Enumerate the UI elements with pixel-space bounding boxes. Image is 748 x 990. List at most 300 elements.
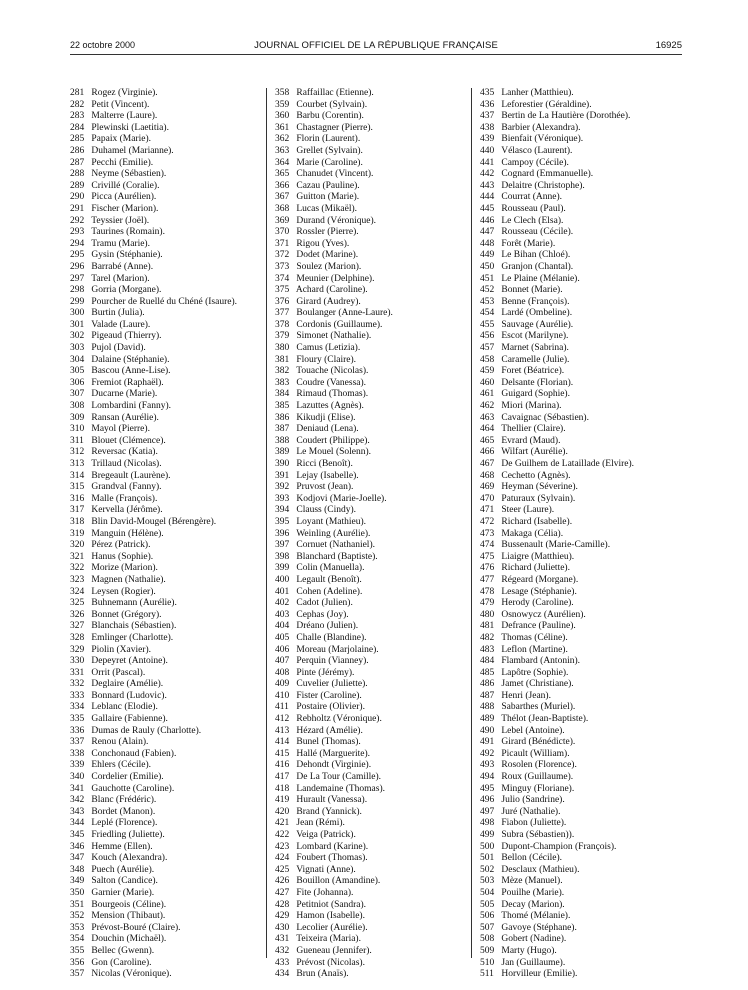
list-item xyxy=(480,204,634,216)
entry-number: 316 xyxy=(70,493,85,504)
list-item xyxy=(275,123,393,135)
entry-name: Clauss (Cindy). xyxy=(296,505,357,516)
entry-name: Teixeira (Maria). xyxy=(296,934,361,945)
entry-name: Kouch (Alexandra). xyxy=(91,853,168,864)
entry-name: Neyme (Sébastien). xyxy=(91,169,167,180)
entry-name: Gueneau (Jennifer). xyxy=(296,945,372,956)
list-item xyxy=(275,900,393,912)
entry-number: 508 xyxy=(480,934,495,945)
entry-number: 347 xyxy=(70,853,85,864)
entry-number: 295 xyxy=(70,250,85,261)
entry-name: Chastagner (Pierre). xyxy=(296,122,373,133)
entry-name: Dréano (Julien). xyxy=(296,621,359,632)
list-item xyxy=(70,818,237,830)
entry-name: Leflon (Martine). xyxy=(501,644,568,655)
entry-name: Salton (Candice). xyxy=(91,876,158,887)
entry-number: 294 xyxy=(70,238,85,249)
entry-number: 394 xyxy=(275,505,290,516)
entry-number: 331 xyxy=(70,667,85,678)
entry-name: Floury (Claire). xyxy=(296,354,357,365)
list-item xyxy=(480,389,634,401)
entry-number: 510 xyxy=(480,957,495,968)
list-item xyxy=(480,88,634,100)
entry-name: Prévost (Nicolas). xyxy=(296,957,365,968)
entry-name: Dodet (Marine). xyxy=(296,250,359,261)
list-item xyxy=(275,308,393,320)
list-item xyxy=(70,378,237,390)
entry-number: 404 xyxy=(275,621,290,632)
entry-number: 384 xyxy=(275,389,290,400)
list-item xyxy=(275,88,393,100)
entry-name: Cadot (Julien). xyxy=(296,598,353,609)
list-item xyxy=(480,447,634,459)
entry-name: Nicolas (Véronique). xyxy=(91,969,172,980)
entry-name: Manguin (Hélène). xyxy=(91,528,164,539)
list-item xyxy=(275,610,393,622)
entry-name: Bellec (Gwenn). xyxy=(91,945,155,956)
list-item xyxy=(275,645,393,657)
entry-number: 386 xyxy=(275,412,290,423)
entry-number: 358 xyxy=(275,88,290,98)
entry-name: Bourgeois (Céline). xyxy=(91,899,167,910)
entry-number: 451 xyxy=(480,273,495,284)
entry-name: Lesage (Stéphanie). xyxy=(501,586,577,597)
entry-number: 304 xyxy=(70,354,85,365)
list-item xyxy=(275,946,393,958)
entry-number: 474 xyxy=(480,540,495,551)
entry-name: Cornuet (Nathaniel). xyxy=(296,540,375,551)
entry-name: Horvilleur (Emilie). xyxy=(501,969,578,980)
list-item xyxy=(275,958,393,970)
list-item xyxy=(480,818,634,830)
entry-name: Barbier (Alexandra). xyxy=(501,122,581,133)
page-header xyxy=(70,40,682,54)
list-item xyxy=(70,413,237,425)
header-rule xyxy=(70,54,682,55)
entry-number: 442 xyxy=(480,169,495,180)
list-item xyxy=(70,401,237,413)
list-item xyxy=(70,888,237,900)
list-item xyxy=(480,969,634,981)
entry-name: Thomas (Céline). xyxy=(501,632,568,643)
entry-name: Simonet (Nathalie). xyxy=(296,331,372,342)
list-item xyxy=(70,737,237,749)
entry-number: 303 xyxy=(70,343,85,354)
list-item xyxy=(70,216,237,228)
entry-number: 405 xyxy=(275,632,290,643)
entry-name: Veiga (Patrick). xyxy=(296,830,356,840)
entry-name: Gauchotte (Caroline). xyxy=(91,783,175,794)
list-item xyxy=(275,378,393,390)
entry-name: Pigeaud (Thierry). xyxy=(91,331,162,342)
entry-number: 372 xyxy=(275,250,290,261)
entry-number: 473 xyxy=(480,528,495,539)
entry-number: 362 xyxy=(275,134,290,145)
entry-number: 359 xyxy=(275,99,290,110)
list-item xyxy=(70,668,237,680)
entry-name: Delsante (Florian). xyxy=(501,377,574,388)
entry-number: 485 xyxy=(480,667,495,678)
list-item xyxy=(275,529,393,541)
entry-number: 496 xyxy=(480,795,495,806)
list-item xyxy=(70,459,237,471)
list-item xyxy=(70,436,237,448)
list-item xyxy=(70,529,237,541)
entry-name: Tramu (Marie). xyxy=(91,238,150,249)
entry-number: 415 xyxy=(275,748,290,759)
entry-name: Herody (Caroline). xyxy=(501,598,574,609)
list-item xyxy=(275,447,393,459)
entry-name: Papaix (Marie). xyxy=(91,134,151,145)
list-item xyxy=(70,807,237,819)
list-item xyxy=(70,517,237,529)
entry-name: Rigou (Yves). xyxy=(296,238,350,249)
list-item xyxy=(480,274,634,286)
entry-number: 314 xyxy=(70,470,85,481)
entry-name: Reversac (Katia). xyxy=(91,447,158,458)
list-item xyxy=(275,459,393,471)
entry-name: Gorria (Morgane). xyxy=(91,285,162,296)
entry-number: 392 xyxy=(275,482,290,493)
entry-number: 445 xyxy=(480,203,495,214)
entry-name: Fister (Caroline). xyxy=(296,690,362,701)
list-item xyxy=(70,227,237,239)
list-item xyxy=(275,297,393,309)
entry-number: 418 xyxy=(275,783,290,794)
list-item xyxy=(70,471,237,483)
entry-name: Prévost-Bouré (Claire). xyxy=(91,922,181,933)
entry-name: Burtin (Julia). xyxy=(91,308,145,319)
entry-number: 488 xyxy=(480,702,495,713)
entry-name: Cephas (Joy). xyxy=(296,609,349,620)
list-item xyxy=(480,297,634,309)
entry-number: 284 xyxy=(70,122,85,133)
entry-name: Leblanc (Elodie). xyxy=(91,702,158,713)
entry-name: Thellier (Claire). xyxy=(501,424,566,435)
entry-name: Barrabé (Anne). xyxy=(91,261,154,272)
list-item xyxy=(480,250,634,262)
entry-name: Delaitre (Christophe). xyxy=(501,180,585,191)
entry-number: 427 xyxy=(275,887,290,898)
entry-number: 379 xyxy=(275,331,290,342)
entry-name: Taurines (Romain). xyxy=(91,227,165,238)
entry-number: 361 xyxy=(275,122,290,133)
list-item xyxy=(70,111,237,123)
entry-name: Flambard (Antonin). xyxy=(501,656,581,667)
entry-name: Foubert (Thomas). xyxy=(296,853,368,864)
entry-name: Defrance (Pauline). xyxy=(501,621,576,632)
entry-name: Wilfart (Aurélie). xyxy=(501,447,568,458)
list-item xyxy=(480,262,634,274)
entry-name: Hamon (Isabelle). xyxy=(296,911,365,922)
list-item xyxy=(275,158,393,170)
list-item xyxy=(70,100,237,112)
entry-number: 346 xyxy=(70,841,85,852)
entry-name: Bonnet (Marie). xyxy=(501,285,563,296)
list-item xyxy=(275,227,393,239)
list-item xyxy=(275,923,393,935)
entry-name: Rimaud (Thomas). xyxy=(296,389,369,400)
entry-name: Magnen (Nathalie). xyxy=(91,574,166,585)
entry-name: Chanudet (Vincent). xyxy=(296,169,374,180)
entry-number: 305 xyxy=(70,366,85,377)
entry-number: 459 xyxy=(480,366,495,377)
entry-number: 495 xyxy=(480,783,495,794)
entry-number: 309 xyxy=(70,412,85,423)
list-item xyxy=(480,482,634,494)
entry-number: 458 xyxy=(480,354,495,365)
list-item xyxy=(480,517,634,529)
list-item xyxy=(480,610,634,622)
list-item xyxy=(480,413,634,425)
entry-name: Richard (Isabelle). xyxy=(501,516,573,527)
entry-number: 339 xyxy=(70,760,85,771)
entry-name: Cordelier (Emilie). xyxy=(91,772,164,783)
list-item xyxy=(480,529,634,541)
entry-name: Thélot (Jean-Baptiste). xyxy=(501,714,589,725)
list-item xyxy=(480,853,634,865)
entry-number: 378 xyxy=(275,319,290,330)
entry-name: Bonnard (Ludovic). xyxy=(91,690,167,701)
entry-name: Sauvage (Aurélie). xyxy=(501,319,574,330)
list-item xyxy=(275,181,393,193)
list-item xyxy=(275,726,393,738)
entry-number: 289 xyxy=(70,180,85,191)
entry-number: 370 xyxy=(275,227,290,238)
list-item xyxy=(275,575,393,587)
list-item xyxy=(480,760,634,772)
entry-number: 487 xyxy=(480,690,495,701)
list-item xyxy=(275,146,393,158)
list-item xyxy=(70,923,237,935)
list-item xyxy=(70,262,237,274)
list-item xyxy=(275,471,393,483)
entry-number: 410 xyxy=(275,690,290,701)
list-item xyxy=(275,633,393,645)
list-item xyxy=(70,134,237,146)
list-item xyxy=(480,192,634,204)
list-item xyxy=(70,204,237,216)
entry-number: 477 xyxy=(480,574,495,585)
list-item xyxy=(275,598,393,610)
list-item xyxy=(275,760,393,772)
entry-name: Grandval (Fanny). xyxy=(91,482,162,493)
entry-name: Fiabon (Juliette). xyxy=(501,818,567,829)
entry-number: 420 xyxy=(275,806,290,817)
list-item xyxy=(70,633,237,645)
list-item xyxy=(275,668,393,680)
list-item xyxy=(275,239,393,251)
entry-number: 352 xyxy=(70,911,85,922)
entry-name: Ducarne (Marie). xyxy=(91,389,158,400)
name-list-column-2 xyxy=(275,88,393,981)
entry-number: 311 xyxy=(70,435,84,446)
entry-number: 391 xyxy=(275,470,290,481)
entry-name: Challe (Blandine). xyxy=(296,632,367,643)
entry-name: Régeard (Morgane). xyxy=(501,574,579,585)
list-item xyxy=(70,505,237,517)
list-item xyxy=(480,772,634,784)
entry-number: 424 xyxy=(275,853,290,864)
entry-number: 302 xyxy=(70,331,85,342)
entry-name: Cavaignac (Sébastien). xyxy=(501,412,589,423)
list-item xyxy=(275,274,393,286)
entry-number: 318 xyxy=(70,516,85,527)
list-item xyxy=(275,818,393,830)
entry-name: Petitniot (Sandra). xyxy=(296,899,367,910)
entry-name: Kodjovi (Marie-Joelle). xyxy=(296,493,387,504)
list-item xyxy=(480,633,634,645)
entry-number: 439 xyxy=(480,134,495,145)
entry-name: Touache (Nicolas). xyxy=(296,366,369,377)
list-item xyxy=(480,656,634,668)
list-item xyxy=(70,158,237,170)
entry-name: Mèze (Manuel). xyxy=(501,876,563,887)
entry-number: 489 xyxy=(480,714,495,725)
entry-name: Roux (Guillaume). xyxy=(501,772,574,783)
entry-number: 356 xyxy=(70,957,85,968)
entry-name: Cognard (Emmanuelle). xyxy=(501,169,594,180)
list-item xyxy=(480,459,634,471)
entry-number: 467 xyxy=(480,459,495,469)
entry-number: 475 xyxy=(480,551,495,562)
entry-name: Sabarthes (Muriel). xyxy=(501,702,576,713)
entry-number: 462 xyxy=(480,401,495,412)
entry-number: 425 xyxy=(275,864,290,875)
list-item xyxy=(70,911,237,923)
list-item xyxy=(275,888,393,900)
entry-number: 298 xyxy=(70,285,85,296)
entry-name: Malterre (Laure). xyxy=(91,111,158,122)
list-item xyxy=(480,285,634,297)
entry-name: Steer (Laure). xyxy=(501,505,555,516)
entry-number: 417 xyxy=(275,772,290,783)
entry-number: 440 xyxy=(480,145,495,156)
entry-number: 293 xyxy=(70,227,85,238)
entry-number: 483 xyxy=(480,644,495,655)
list-item xyxy=(480,331,634,343)
list-item xyxy=(480,923,634,935)
entry-number: 327 xyxy=(70,621,85,632)
entry-name: Pruvost (Jean). xyxy=(296,482,354,493)
list-item xyxy=(480,679,634,691)
entry-number: 344 xyxy=(70,818,85,829)
entry-number: 313 xyxy=(70,459,85,469)
entry-name: Morize (Marion). xyxy=(91,563,158,574)
entry-name: Guigard (Sophie). xyxy=(501,389,570,400)
list-item xyxy=(70,355,237,367)
list-item xyxy=(70,239,237,251)
list-item xyxy=(70,621,237,633)
entry-name: Hemme (Ellen). xyxy=(91,841,153,852)
list-item xyxy=(70,331,237,343)
list-item xyxy=(70,726,237,738)
entry-number: 350 xyxy=(70,887,85,898)
entry-number: 472 xyxy=(480,516,495,527)
entry-number: 426 xyxy=(275,876,290,887)
list-item xyxy=(480,726,634,738)
list-item xyxy=(70,830,237,842)
entry-number: 504 xyxy=(480,887,495,898)
list-item xyxy=(480,181,634,193)
entry-name: Dupont-Champion (François). xyxy=(501,841,617,852)
entry-name: Fite (Johanna). xyxy=(296,887,354,898)
entry-number: 432 xyxy=(275,945,290,956)
list-item xyxy=(275,969,393,981)
entry-name: Jan (Guillaume). xyxy=(501,957,566,968)
entry-name: Mayol (Pierre). xyxy=(91,424,150,435)
entry-name: Lucas (Mikaël). xyxy=(296,203,358,214)
entry-name: Hallé (Marguerite). xyxy=(296,748,371,759)
list-item xyxy=(275,702,393,714)
entry-number: 371 xyxy=(275,238,290,249)
entry-number: 330 xyxy=(70,656,85,667)
entry-name: Bunel (Thomas). xyxy=(296,737,361,748)
entry-number: 421 xyxy=(275,818,290,829)
entry-name: Cechetto (Agnès). xyxy=(501,470,571,481)
entry-name: Blanchard (Baptiste). xyxy=(296,551,378,562)
entry-number: 282 xyxy=(70,99,85,110)
entry-number: 478 xyxy=(480,586,495,597)
entry-name: Grellet (Sylvain). xyxy=(296,145,363,156)
entry-name: Ransan (Aurélie). xyxy=(91,412,159,423)
list-item xyxy=(275,320,393,332)
entry-name: Decay (Marion). xyxy=(501,899,565,910)
entry-name: Perquin (Vianney). xyxy=(296,656,369,667)
list-item xyxy=(480,876,634,888)
list-item xyxy=(275,865,393,877)
entry-number: 383 xyxy=(275,377,290,388)
entry-number: 438 xyxy=(480,122,495,133)
entry-number: 390 xyxy=(275,459,290,469)
entry-number: 319 xyxy=(70,528,85,539)
entry-number: 310 xyxy=(70,424,85,435)
entry-number: 387 xyxy=(275,424,290,435)
entry-number: 291 xyxy=(70,203,85,214)
entry-name: Raffaillac (Etienne). xyxy=(296,88,374,98)
list-item xyxy=(480,865,634,877)
list-item xyxy=(275,285,393,297)
entry-name: Fremiot (Raphaël). xyxy=(91,377,164,388)
entry-number: 333 xyxy=(70,690,85,701)
entry-number: 348 xyxy=(70,864,85,875)
entry-number: 399 xyxy=(275,563,290,574)
entry-name: Kervella (Jérôme). xyxy=(91,505,163,516)
entry-name: Hézard (Amélie). xyxy=(296,725,363,736)
entry-number: 460 xyxy=(480,377,495,388)
entry-number: 500 xyxy=(480,841,495,852)
list-item xyxy=(275,807,393,819)
entry-name: Meunier (Delphine). xyxy=(296,273,375,284)
entry-name: Crivillé (Coralie). xyxy=(91,180,160,191)
entry-name: De Guilhem de Lataillade (Elvire). xyxy=(501,459,635,469)
entry-name: Garnier (Marie). xyxy=(91,887,155,898)
entry-number: 482 xyxy=(480,632,495,643)
list-item xyxy=(70,494,237,506)
list-item xyxy=(480,830,634,842)
entry-name: Cazau (Pauline). xyxy=(296,180,360,191)
entry-name: Marty (Hugo). xyxy=(501,945,557,956)
entry-name: Picault (William). xyxy=(501,748,570,759)
list-item xyxy=(70,563,237,575)
list-item xyxy=(70,540,237,552)
list-item xyxy=(275,853,393,865)
entry-number: 401 xyxy=(275,586,290,597)
entry-name: Rousseau (Paul). xyxy=(501,203,566,214)
entry-number: 434 xyxy=(275,969,290,980)
entry-number: 422 xyxy=(275,830,290,840)
entry-name: Rousseau (Cécile). xyxy=(501,227,574,238)
